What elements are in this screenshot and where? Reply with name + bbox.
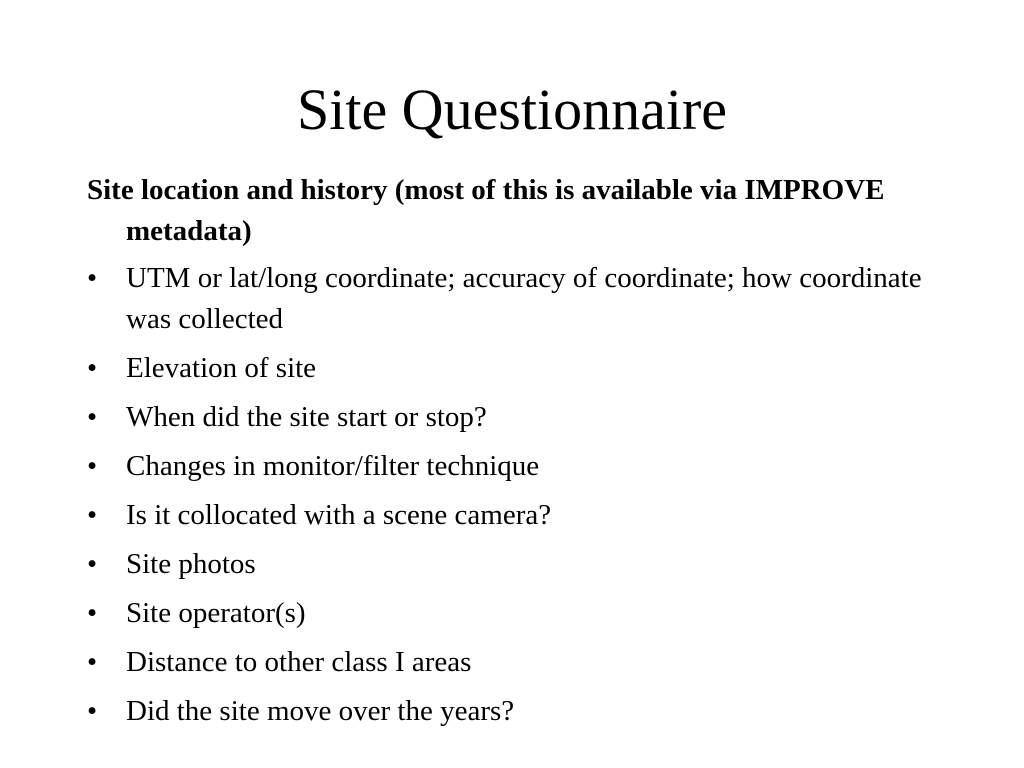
bullet-item: [87, 348, 937, 389]
bullet-item: [87, 691, 937, 732]
bullet-item: [87, 258, 937, 340]
bullet-item: [87, 446, 937, 487]
bullet-item: [87, 593, 937, 634]
bullet-icon: •: [87, 450, 98, 482]
bullet-text: Site operator(s): [126, 597, 306, 629]
section-heading: Site location and history (most of this is available via IMPROVE metadata): [87, 174, 885, 247]
bullet-text: Distance to other class I areas: [126, 646, 472, 678]
bullet-text: Did the site move over the years?: [126, 695, 515, 727]
bullet-text: When did the site start or stop?: [126, 401, 487, 433]
bullet-icon: •: [87, 499, 98, 531]
bullet-icon: •: [87, 597, 98, 629]
bullet-icon: •: [87, 352, 98, 384]
bullet-icon: •: [87, 646, 98, 678]
bullet-item: [87, 397, 937, 438]
bullet-text: Is it collocated with a scene camera?: [126, 499, 552, 531]
slide-title: Site Questionnaire: [296, 77, 728, 142]
bullet-item: [87, 544, 937, 585]
bullet-item: [87, 642, 937, 683]
bullet-item: [87, 495, 937, 536]
bullet-text: Elevation of site: [126, 352, 317, 384]
bullet-icon: •: [87, 401, 98, 433]
bullet-icon: •: [87, 262, 98, 294]
bullet-text: UTM or lat/long coordinate; accuracy of coordinate; how coordinate was collected: [126, 262, 922, 335]
bullet-list: [87, 258, 937, 740]
bullet-text: Changes in monitor/filter technique: [126, 450, 540, 482]
bullet-text: Site photos: [126, 548, 256, 580]
bullet-icon: •: [87, 548, 98, 580]
bullet-icon: •: [87, 695, 98, 727]
